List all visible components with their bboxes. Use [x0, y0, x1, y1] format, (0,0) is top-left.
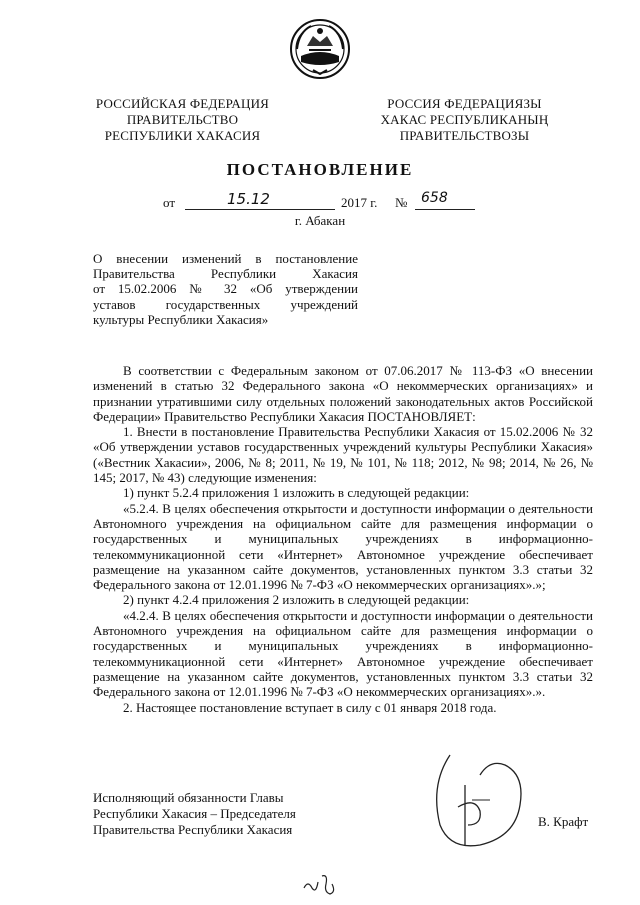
year-label: 2017 г. [341, 195, 378, 210]
city-label: г. Абакан [294, 213, 346, 228]
date-underline [185, 209, 335, 210]
header-left-line: РОССИЙСКАЯ ФЕДЕРАЦИЯ [95, 96, 270, 111]
subject-line: от 15.02.2006 № 32 «Об утверждении [93, 281, 358, 297]
signatory-position [93, 790, 296, 838]
header-left-line: ПРАВИТЕЛЬСТВО [126, 112, 239, 127]
header-right-line: ПРАВИТЕЛЬСТВОЗЫ [399, 128, 530, 143]
signatory-line: Правительства Республики Хакасия [93, 822, 293, 837]
signatory-name: В. Крафт [538, 814, 589, 829]
subject-line: культуры Республики Хакасия» [93, 311, 269, 327]
document-subject [93, 251, 358, 327]
body-paragraph: «5.2.4. В целях обеспечения открытости и доступности информации о деятельности Автономного учреждения на официальном сайте для размещения информации о государственных и муниципальных учреждениях в информационно-телекоммуникационной сети «Интернет» Автономное учреждение обеспечивает размещение на указанном сайте документов, установленных пунктом 3.3 статьи 32 Федерального закона от 12.01.1996 № 7-ФЗ «О некоммерческих организациях».»; [93, 500, 593, 593]
body-paragraph: В соответствии с Федеральным законом от 07.06.2017 № 113-ФЗ «О внесении изменений в статью 32 Федерального закона «О некоммерческих организациях» и признании утратившими силу отдельных положений законодательных актов Российской Федерации» Правительство Республики Хакасия ПОСТАНОВЛЯЕТ: [93, 363, 593, 424]
date-prefix: от [163, 195, 176, 210]
handwritten-signature [420, 745, 540, 855]
subject-line: уставов государственных учреждений [93, 296, 358, 312]
handwritten-mark [300, 872, 340, 898]
signatory-line: Исполняющий обязанности Главы [93, 790, 284, 805]
body-paragraph: 2. Настоящее постановление вступает в силу с 01 января 2018 года. [123, 699, 497, 715]
body-paragraph: «4.2.4. В целях обеспечения открытости и доступности информации о деятельности Автономного учреждения на официальном сайте для размещения информации о государственных и муниципальных учреждениях в информационно-телекоммуникационной сети «Интернет» Автономное учреждение обеспечивает размещение на указанном сайте документов, установленных пунктом 3.3 статьи 32 Федерального закона от 12.01.1996 № 7-ФЗ «О некоммерческих организациях».». [93, 607, 593, 700]
number-underline [415, 209, 475, 210]
signatory-line: Республики Хакасия – Председателя [93, 806, 296, 821]
handwritten-date: 15.12 [227, 190, 270, 208]
body-paragraph: 2) пункт 4.2.4 приложения 2 изложить в следующей редакции: [123, 592, 470, 608]
body-paragraph: 1. Внести в постановление Правительства Республики Хакасия от 15.02.2006 № 32 «Об утверждении уставов государственных учреждений культуры Республики Хакасия» («Вестник Хакасии», 2006, № 8; 2011, № 19, № 101, № 118; 2012, № 98; 2014, № 26, № 145; 2017, № 43) следующие изменения: [93, 424, 593, 486]
header-right [352, 96, 577, 144]
date-number-line [163, 190, 493, 213]
number-label: № [395, 195, 408, 210]
header-right-line: РОССИЯ ФЕДЕРАЦИЯЗЫ [387, 96, 542, 111]
header-left [80, 96, 285, 144]
header-left-line: РЕСПУБЛИКИ ХАКАСИЯ [104, 128, 261, 143]
document-body [93, 363, 593, 715]
subject-line: Правительства Республики Хакасия [93, 266, 358, 282]
subject-line: О внесении изменений в постановление [93, 251, 358, 266]
coat-of-arms-emblem [289, 18, 351, 80]
handwritten-number: 658 [421, 190, 448, 206]
header-right-line: ХАКАС РЕСПУБЛИКАНЫҢ [380, 112, 549, 127]
document-title: ПОСТАНОВЛЕНИЕ [226, 160, 414, 179]
body-paragraph: 1) пункт 5.2.4 приложения 1 изложить в следующей редакции: [123, 485, 470, 501]
